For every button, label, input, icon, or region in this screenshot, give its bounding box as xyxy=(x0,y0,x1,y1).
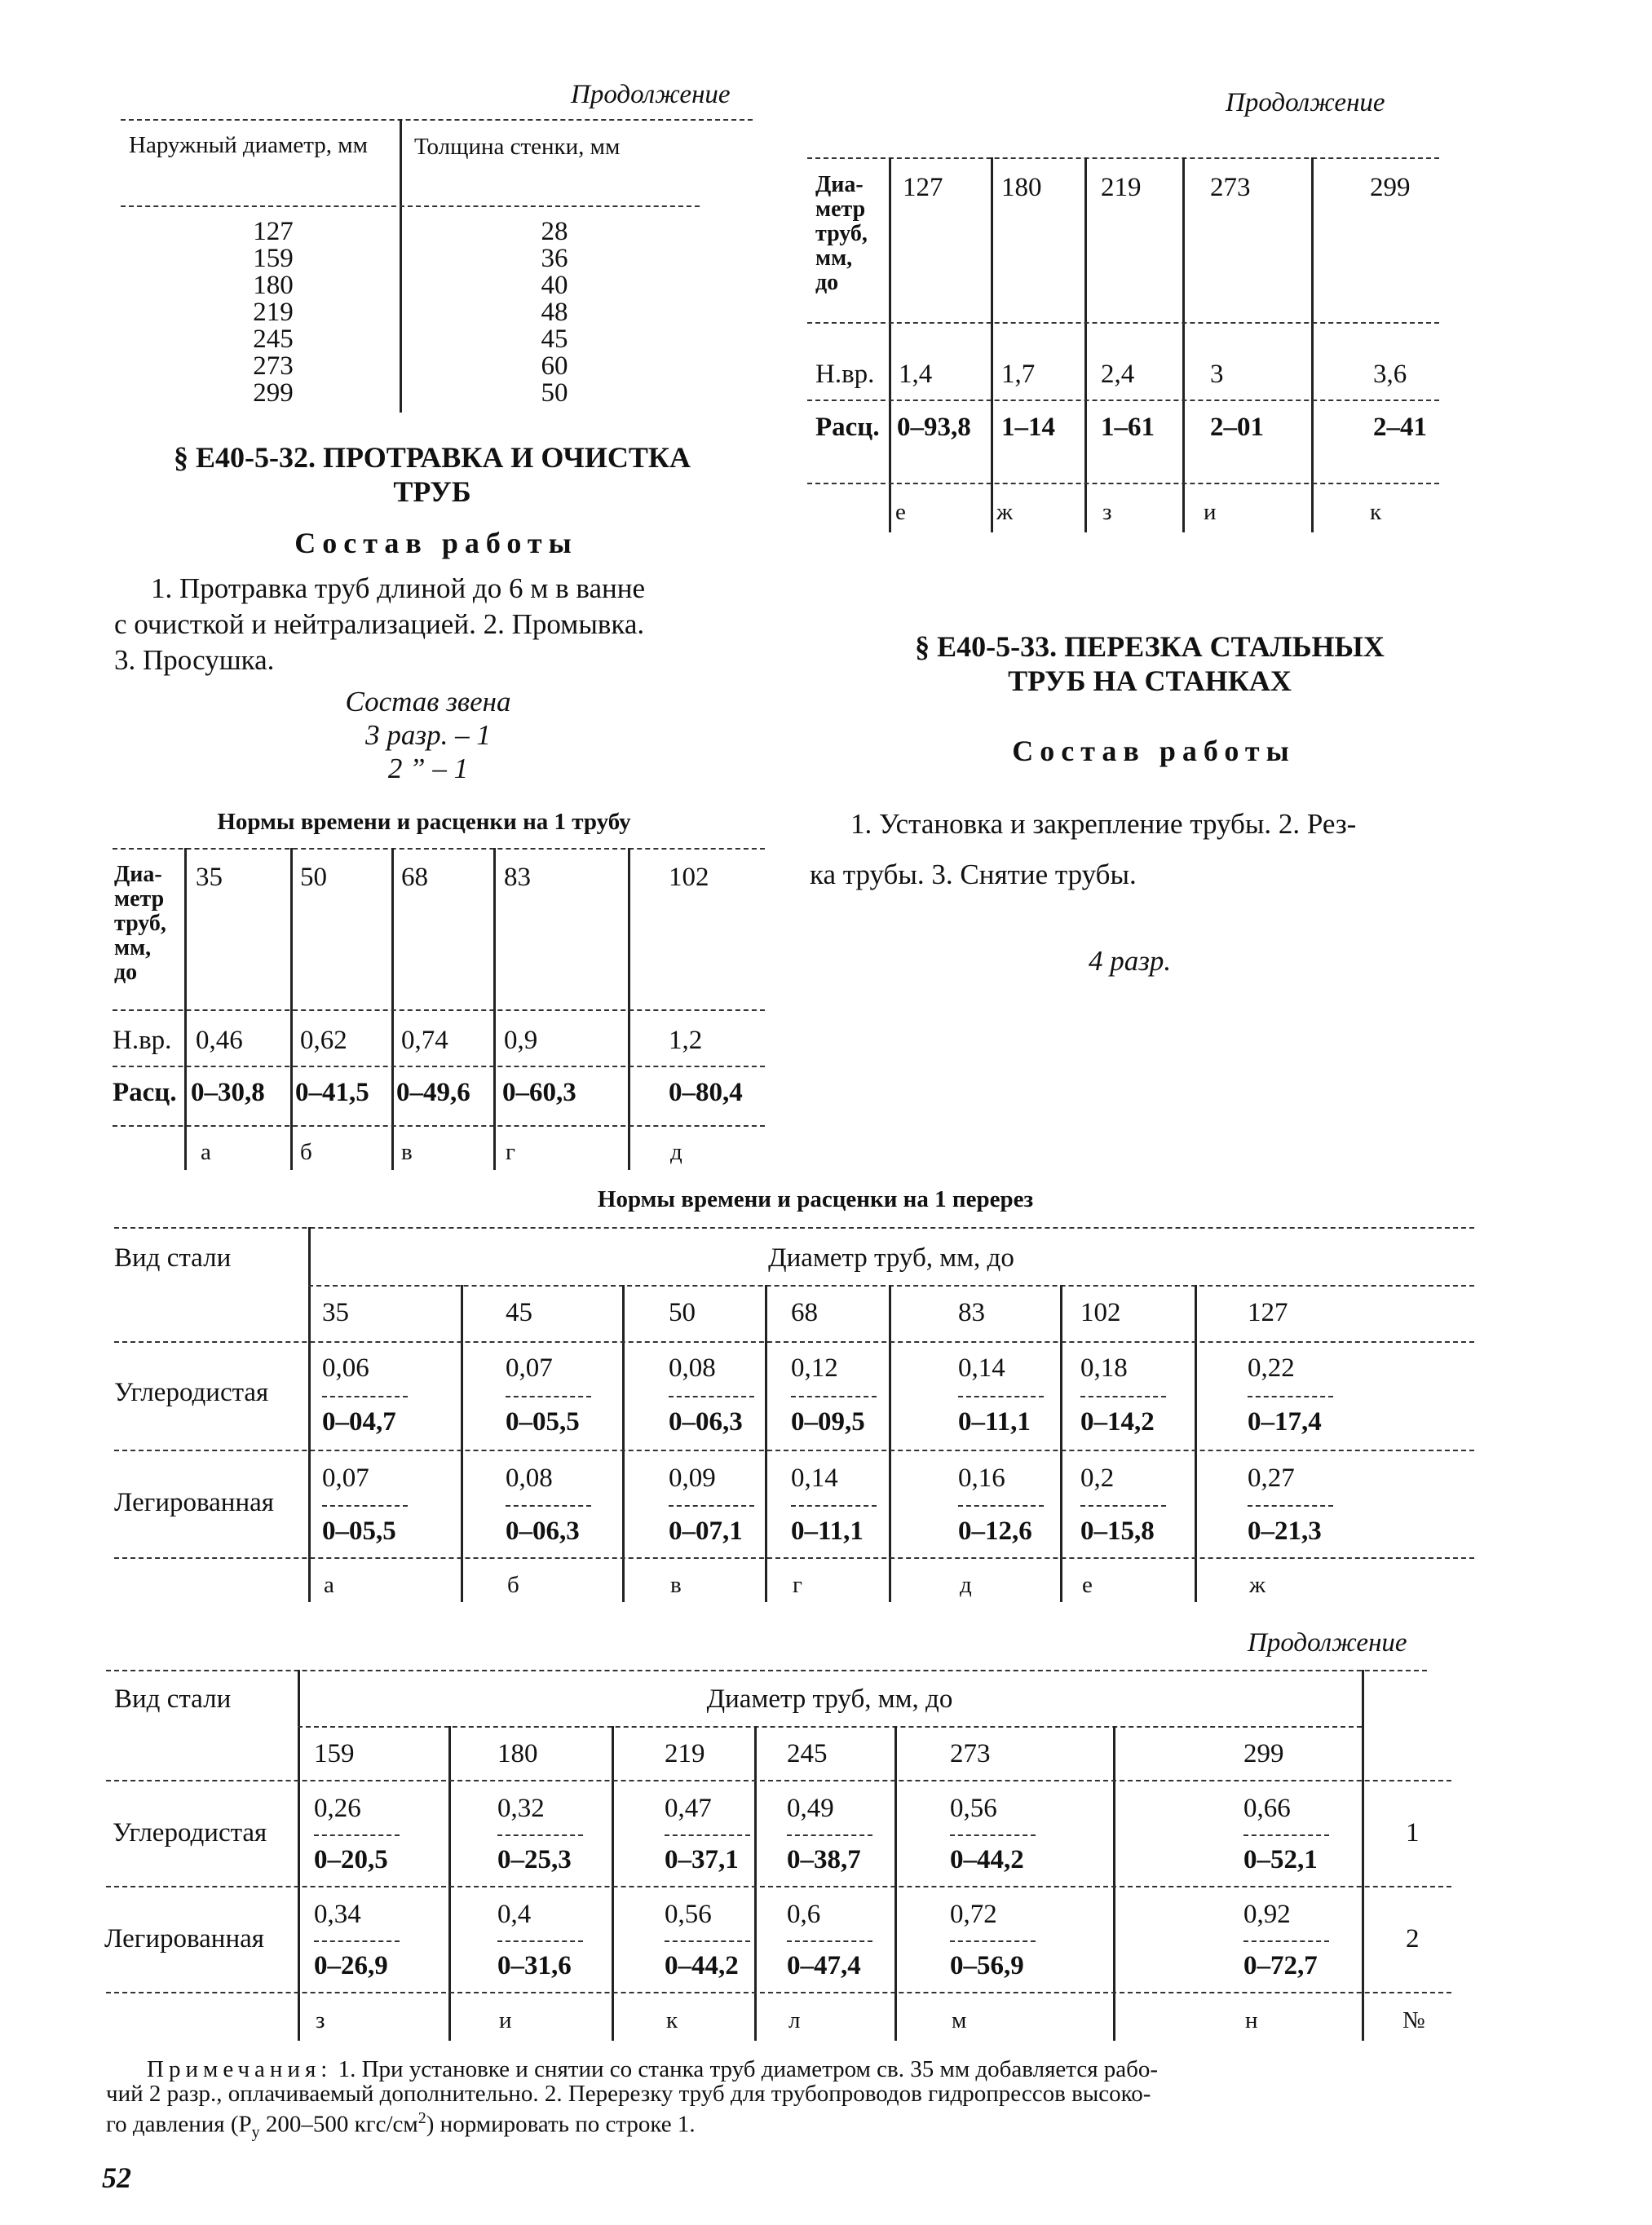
diameter-cell: 273 xyxy=(950,1739,991,1768)
nvr-cell: 0,72 xyxy=(950,1900,997,1929)
nvr-cell: 0,4 xyxy=(497,1900,532,1929)
table-cell: 219 xyxy=(253,298,294,327)
note-superscript: 2 xyxy=(417,2109,426,2127)
s32cont-nvr: 3 xyxy=(1210,360,1224,389)
notes-line2: чий 2 разр., оплачиваемый дополнительно. 2. Перерезку труб для трубопроводов гидропрессов высоко- xyxy=(106,2081,1151,2107)
note-text: го давления (P xyxy=(106,2111,252,2138)
divider xyxy=(113,1066,765,1067)
nvr-cell: 0,26 xyxy=(314,1794,361,1823)
label-part: до xyxy=(815,270,839,295)
column-letter: д xyxy=(960,1572,972,1598)
nvr-cell: 0,49 xyxy=(787,1794,834,1823)
nvr-cell: 0,34 xyxy=(314,1900,361,1929)
diameter-cell: 159 xyxy=(314,1739,355,1768)
s33-title-line1: § Е40-5-33. ПЕРЕЗКА СТАЛЬНЫХ xyxy=(915,630,1385,663)
divider xyxy=(807,322,1439,324)
nvr-cell: 0,08 xyxy=(506,1463,553,1493)
t3-steel-label: Вид стали xyxy=(114,1243,232,1273)
t1-diameter-column xyxy=(228,219,318,407)
fraction-bar xyxy=(1243,1834,1329,1836)
rasc-cell: 0–21,3 xyxy=(1248,1516,1322,1546)
fraction-bar xyxy=(1243,1940,1329,1942)
rasc-cell: 0–11,1 xyxy=(958,1407,1031,1437)
fraction-bar xyxy=(314,1940,400,1942)
column-letter: г xyxy=(793,1572,802,1598)
column-letter: а xyxy=(324,1572,334,1598)
s32-diam-35: 35 xyxy=(196,863,223,892)
divider xyxy=(298,1726,1362,1728)
column-letter: д xyxy=(670,1139,682,1165)
divider xyxy=(114,1450,1474,1451)
continuation-label-bottom: Продолжение xyxy=(1248,1628,1407,1658)
column-letter: и xyxy=(1204,499,1217,525)
divider xyxy=(448,1726,451,2041)
nvr-cell: 0,27 xyxy=(1248,1463,1295,1493)
nvr-cell: 0,56 xyxy=(950,1794,997,1823)
table-cell: 299 xyxy=(253,378,294,408)
s32-rasc-label: Расц. xyxy=(113,1078,177,1107)
rasc-cell: 0–07,1 xyxy=(669,1516,743,1546)
continuation-label-left: Продолжение xyxy=(571,80,731,109)
rasc-cell: 0–14,2 xyxy=(1080,1407,1155,1437)
crew-line: 3 разр. – 1 xyxy=(365,719,491,751)
s32-rasc-68: 0–49,6 xyxy=(396,1078,470,1107)
fraction-bar xyxy=(787,1940,872,1942)
nvr-cell: 0,16 xyxy=(958,1463,1005,1493)
diameter-cell: 180 xyxy=(497,1739,538,1768)
rasc-cell: 0–52,1 xyxy=(1243,1845,1318,1874)
fraction-bar xyxy=(497,1834,583,1836)
text-line: 1. Установка и закрепление трубы. 2. Рез- xyxy=(850,808,1357,840)
label-part: метр xyxy=(815,196,866,222)
text-line: 1. Протравка труб длиной до 6 м в ванне xyxy=(151,572,646,604)
nvr-cell: 0,06 xyxy=(322,1353,369,1383)
divider xyxy=(106,1670,1427,1671)
divider xyxy=(1311,157,1314,532)
rasc-cell: 0–37,1 xyxy=(665,1845,739,1874)
s32-row-label xyxy=(114,863,166,985)
t3-alloy-label: Легированная xyxy=(114,1488,274,1517)
label-part: до xyxy=(114,960,138,985)
column-letter: з xyxy=(316,2007,325,2033)
label-part: метр xyxy=(114,886,165,912)
table-cell: 60 xyxy=(541,351,568,381)
s32cont-nvr: 1,4 xyxy=(899,360,933,389)
s32-nvr-50: 0,62 xyxy=(300,1026,347,1055)
s32-diam-102: 102 xyxy=(669,863,709,892)
s33-title xyxy=(824,629,1476,698)
fraction-bar xyxy=(1248,1396,1333,1397)
nvr-cell: 0,08 xyxy=(669,1353,716,1383)
nvr-cell: 0,2 xyxy=(1080,1463,1115,1493)
column-letter: б xyxy=(507,1572,519,1598)
s32cont-nvr-label: Н.вр. xyxy=(815,360,875,389)
page-number: 52 xyxy=(102,2161,131,2194)
label-part: Диа- xyxy=(114,862,162,887)
divider xyxy=(1182,157,1185,532)
diameter-cell: 219 xyxy=(665,1739,705,1768)
s32-rasc-50: 0–41,5 xyxy=(295,1078,369,1107)
column-letter: г xyxy=(506,1139,515,1165)
continuation-label-right: Продолжение xyxy=(1226,88,1385,117)
divider xyxy=(1084,157,1087,532)
divider xyxy=(106,1992,1451,1993)
diameter-cell: 127 xyxy=(1248,1298,1288,1327)
s32-diam-50: 50 xyxy=(300,863,327,892)
nvr-cell: 0,18 xyxy=(1080,1353,1128,1383)
table-cell: 180 xyxy=(253,271,294,300)
column-letter: л xyxy=(788,2007,801,2033)
rasc-cell: 0–15,8 xyxy=(1080,1516,1155,1546)
s32-diam-68: 68 xyxy=(401,863,428,892)
divider xyxy=(1362,1670,1364,2041)
diameter-cell: 83 xyxy=(958,1298,985,1327)
rasc-cell: 0–44,2 xyxy=(950,1845,1024,1874)
fraction-bar xyxy=(1080,1505,1166,1507)
divider xyxy=(106,1780,1451,1781)
rasc-cell: 0–04,7 xyxy=(322,1407,396,1437)
column-letter: м xyxy=(952,2007,967,2033)
divider xyxy=(754,1726,757,2041)
fraction-bar xyxy=(665,1940,750,1942)
s33-title-line2: ТРУБ НА СТАНКАХ xyxy=(1008,664,1292,697)
s32cont-rasc: 2–41 xyxy=(1373,413,1427,442)
t4-alloy-label: Легированная xyxy=(104,1924,264,1953)
t4-carbon-label: Углеродистая xyxy=(113,1818,267,1848)
nvr-cell: 0,12 xyxy=(791,1353,838,1383)
column-letter: е xyxy=(1082,1572,1093,1598)
s32cont-rasc: 1–14 xyxy=(1001,413,1055,442)
divider xyxy=(889,157,891,532)
rasc-cell: 0–72,7 xyxy=(1243,1951,1318,1980)
table-cell: 50 xyxy=(541,378,568,408)
s32cont-nvr: 1,7 xyxy=(1001,360,1036,389)
diameter-cell: 299 xyxy=(1243,1739,1284,1768)
nvr-cell: 0,56 xyxy=(665,1900,712,1929)
label-part: труб, xyxy=(815,221,868,246)
nvr-cell: 0,6 xyxy=(787,1900,821,1929)
s32cont-rasc: 0–93,8 xyxy=(897,413,971,442)
s32-rasc-35: 0–30,8 xyxy=(191,1078,265,1107)
fraction-bar xyxy=(669,1396,754,1397)
column-letter: з xyxy=(1102,499,1112,525)
s32-nvr-68: 0,74 xyxy=(401,1026,448,1055)
s32-nvr-35: 0,46 xyxy=(196,1026,243,1055)
nvr-cell: 0,92 xyxy=(1243,1900,1291,1929)
s33-crew: 4 разр. xyxy=(1089,945,1172,977)
divider xyxy=(121,205,700,207)
table-cell: 28 xyxy=(541,217,568,246)
crew-line: 2 ” – 1 xyxy=(387,753,469,784)
s32cont-rasc: 1–61 xyxy=(1101,413,1155,442)
column-letter: к xyxy=(666,2007,678,2033)
divider xyxy=(1113,1726,1115,2041)
column-letter: к xyxy=(1370,499,1382,525)
diameter-cell: 50 xyxy=(669,1298,696,1327)
s32-nvr-83: 0,9 xyxy=(504,1026,538,1055)
fraction-bar xyxy=(958,1396,1044,1397)
column-letter: е xyxy=(895,499,906,525)
fraction-bar xyxy=(1080,1396,1166,1397)
rasc-cell: 0–09,5 xyxy=(791,1407,865,1437)
divider xyxy=(113,1125,765,1127)
s33-work-heading: Состав работы xyxy=(1012,735,1296,767)
fraction-bar xyxy=(497,1940,583,1942)
s32-crew xyxy=(310,685,546,785)
divider xyxy=(461,1285,463,1602)
rasc-cell: 0–17,4 xyxy=(1248,1407,1322,1437)
rasc-cell: 0–26,9 xyxy=(314,1951,388,1980)
t1-thickness-column xyxy=(514,219,595,407)
s32cont-row-label xyxy=(815,173,868,295)
column-letter: в xyxy=(401,1139,413,1165)
nvr-cell: 0,14 xyxy=(791,1463,838,1493)
fraction-bar xyxy=(506,1396,591,1397)
s33-table-title: Нормы времени и расценки на 1 перерез xyxy=(597,1186,1034,1212)
table-cell: 159 xyxy=(253,244,294,273)
divider xyxy=(114,1557,1474,1559)
t1-header-thickness: Толщина стенки, мм xyxy=(414,134,621,160)
nvr-cell: 0,32 xyxy=(497,1794,545,1823)
nvr-cell: 0,22 xyxy=(1248,1353,1295,1383)
divider xyxy=(622,1285,625,1602)
rasc-cell: 0–05,5 xyxy=(506,1407,580,1437)
t3-carbon-label: Углеродистая xyxy=(114,1378,269,1407)
text-line: 3. Просушка. xyxy=(114,644,275,676)
column-letter: б xyxy=(300,1139,312,1165)
nvr-cell: 0,66 xyxy=(1243,1794,1291,1823)
t3-diam-header: Диаметр труб, мм, до xyxy=(768,1243,1014,1273)
s32-rasc-83: 0–60,3 xyxy=(502,1078,576,1107)
s32cont-rasc: 2–01 xyxy=(1210,413,1264,442)
rasc-cell: 0–20,5 xyxy=(314,1845,388,1874)
s32-work-text xyxy=(114,571,783,678)
divider xyxy=(612,1726,614,2041)
rasc-cell: 0–31,6 xyxy=(497,1951,572,1980)
s32-rasc-102: 0–80,4 xyxy=(669,1078,743,1107)
fraction-bar xyxy=(669,1505,754,1507)
s32-title-line1: § Е40-5-32. ПРОТРАВКА И ОЧИСТКА xyxy=(174,441,691,474)
diameter-cell: 68 xyxy=(791,1298,818,1327)
notes-label: Примечания: xyxy=(147,2056,333,2082)
fraction-bar xyxy=(791,1396,877,1397)
nvr-cell: 0,14 xyxy=(958,1353,1005,1383)
s33-work-text xyxy=(810,799,1478,900)
text-line: ка трубы. 3. Снятие трубы. xyxy=(810,859,1137,890)
fraction-bar xyxy=(787,1834,872,1836)
s32-nvr-label: Н.вр. xyxy=(113,1026,172,1055)
t4-num-label: № xyxy=(1402,2007,1425,2033)
column-letter: ж xyxy=(996,499,1014,525)
diameter-cell: 102 xyxy=(1080,1298,1121,1327)
s32cont-diam: 219 xyxy=(1101,173,1142,202)
column-letter: и xyxy=(499,2007,512,2033)
rasc-cell: 0–12,6 xyxy=(958,1516,1032,1546)
divider xyxy=(114,1341,1474,1343)
label-part: мм, xyxy=(815,245,853,271)
rasc-cell: 0–05,5 xyxy=(322,1516,396,1546)
t4-steel-label: Вид стали xyxy=(114,1684,232,1714)
rasc-cell: 0–44,2 xyxy=(665,1951,739,1980)
crew-heading: Состав звена xyxy=(345,686,511,717)
note-subscript: у xyxy=(251,2123,260,2142)
fraction-bar xyxy=(950,1834,1036,1836)
rasc-cell: 0–25,3 xyxy=(497,1845,572,1874)
nvr-cell: 0,47 xyxy=(665,1794,712,1823)
table-cell: 127 xyxy=(253,217,294,246)
fraction-bar xyxy=(506,1505,591,1507)
fraction-bar xyxy=(322,1505,408,1507)
t4-diam-header: Диаметр труб, мм, до xyxy=(706,1684,953,1714)
table-cell: 36 xyxy=(541,244,568,273)
column-letter: а xyxy=(201,1139,211,1165)
fraction-bar xyxy=(314,1834,400,1836)
table-cell: 40 xyxy=(541,271,568,300)
s32-diam-83: 83 xyxy=(504,863,531,892)
divider xyxy=(1195,1285,1197,1602)
s32-table-title: Нормы времени и расценки на 1 трубу xyxy=(217,809,631,835)
s32-nvr-102: 1,2 xyxy=(669,1026,703,1055)
s32cont-diam: 273 xyxy=(1210,173,1251,202)
row-number: 1 xyxy=(1406,1818,1420,1848)
rasc-cell: 0–06,3 xyxy=(506,1516,580,1546)
divider xyxy=(308,1285,1474,1287)
label-part: Диа- xyxy=(815,172,864,197)
table-cell: 45 xyxy=(541,324,568,354)
column-letter: н xyxy=(1245,2007,1258,2033)
divider xyxy=(400,119,402,413)
divider xyxy=(308,1227,311,1602)
nvr-cell: 0,09 xyxy=(669,1463,716,1493)
rasc-cell: 0–56,9 xyxy=(950,1951,1024,1980)
notes xyxy=(147,2057,1460,2082)
nvr-cell: 0,07 xyxy=(322,1463,369,1493)
divider xyxy=(991,157,993,532)
rasc-cell: 0–06,3 xyxy=(669,1407,743,1437)
notes-line3 xyxy=(106,2106,1460,2144)
divider xyxy=(889,1285,891,1602)
rasc-cell: 0–11,1 xyxy=(791,1516,864,1546)
column-letter: ж xyxy=(1249,1572,1266,1598)
divider xyxy=(765,1285,767,1602)
divider xyxy=(807,400,1439,401)
rasc-cell: 0–47,4 xyxy=(787,1951,861,1980)
divider xyxy=(121,119,753,121)
divider xyxy=(113,1009,765,1011)
nvr-cell: 0,07 xyxy=(506,1353,553,1383)
notes-line1: 1. При установке и снятии со станка труб диаметром св. 35 мм добавляется рабо- xyxy=(338,2056,1159,2082)
s32cont-diam: 127 xyxy=(903,173,943,202)
s32-title-line2: ТРУБ xyxy=(393,475,471,508)
table-cell: 273 xyxy=(253,351,294,381)
fraction-bar xyxy=(1248,1505,1333,1507)
diameter-cell: 245 xyxy=(787,1739,828,1768)
t1-header-diameter: Наружный диаметр, мм xyxy=(129,132,368,158)
fraction-bar xyxy=(950,1940,1036,1942)
label-part: мм, xyxy=(114,935,152,960)
s32cont-diam: 180 xyxy=(1001,173,1042,202)
divider xyxy=(106,1886,1451,1887)
s32-work-heading: Состав работы xyxy=(294,527,578,559)
fraction-bar xyxy=(322,1396,408,1397)
divider xyxy=(114,1227,1474,1229)
rasc-cell: 0–38,7 xyxy=(787,1845,861,1874)
diameter-cell: 35 xyxy=(322,1298,349,1327)
table-cell: 48 xyxy=(541,298,568,327)
fraction-bar xyxy=(665,1834,750,1836)
divider xyxy=(894,1726,897,2041)
s32cont-diam: 299 xyxy=(1370,173,1411,202)
note-text: ) нормировать по строке 1. xyxy=(426,2111,696,2138)
s32cont-nvr: 3,6 xyxy=(1373,360,1407,389)
row-number: 2 xyxy=(1406,1924,1420,1953)
fraction-bar xyxy=(791,1505,877,1507)
s32-title xyxy=(106,440,758,509)
divider xyxy=(1060,1285,1062,1602)
label-part: труб, xyxy=(114,911,166,936)
text-line: с очисткой и нейтрализацией. 2. Промывка. xyxy=(114,608,645,640)
column-letter: в xyxy=(670,1572,682,1598)
divider xyxy=(113,848,765,850)
divider xyxy=(807,157,1439,159)
diameter-cell: 45 xyxy=(506,1298,532,1327)
table-cell: 245 xyxy=(253,324,294,354)
note-text: 200–500 кгс/см xyxy=(259,2111,418,2138)
s32cont-rasc-label: Расц. xyxy=(815,413,880,442)
divider xyxy=(807,483,1439,484)
fraction-bar xyxy=(958,1505,1044,1507)
s32cont-nvr: 2,4 xyxy=(1101,360,1135,389)
